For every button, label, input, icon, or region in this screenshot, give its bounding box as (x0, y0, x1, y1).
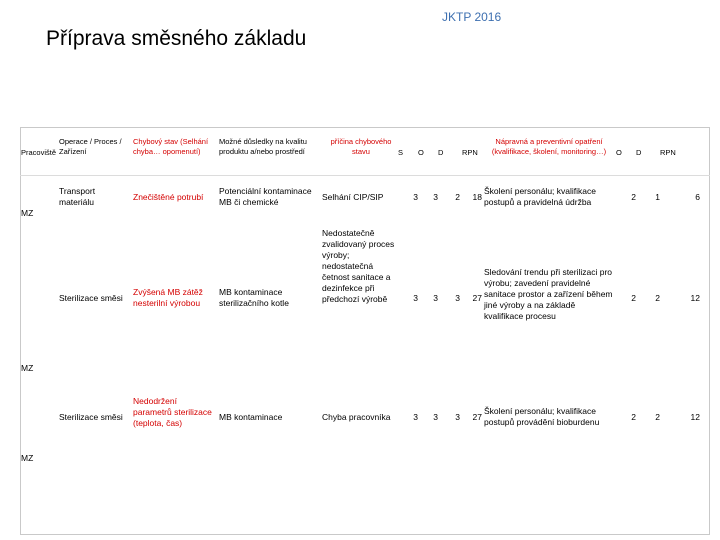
row3-chybovy-stav: Nedodržení parametrů sterilizace (teplota, čas) (133, 396, 212, 428)
header-d2: D (636, 148, 642, 157)
row1-d: 2 (455, 192, 460, 202)
row3-dusledky: MB kontaminace (219, 412, 283, 422)
row1-opatreni: Školení personálu; kvalifikace postupů a pravidelná údržba (484, 186, 596, 207)
header-chybovy-stav: Chybový stav (Selhání chyba… opomenutí) (133, 137, 209, 156)
header-pracoviste: Pracoviště (21, 148, 57, 157)
row3-opatreni: Školení personálu; kvalifikace postupů provádění bioburdenu (484, 406, 600, 427)
header-d: D (438, 148, 444, 157)
page-title: Příprava směsného základu (46, 27, 307, 50)
row3-rpn: 27 (472, 412, 482, 422)
row3-d: 3 (455, 412, 460, 422)
row2-opatreni: Sledování trendu při sterilizaci pro výrobu; zavedení pravidelné sanitace prostor a zařízení během jiné výroby a na základě kvalifikace procesu (484, 267, 613, 321)
row2-dusledky: MB kontaminace sterilizačního kotle (219, 287, 289, 308)
row1-rpn2: 6 (695, 192, 700, 202)
header-o: O (418, 148, 424, 157)
header-operace: Operace / Proces / Zařízení (59, 137, 122, 156)
row3-rpn2: 12 (690, 412, 700, 422)
workplace-label: MZ (21, 453, 34, 463)
header-rpn2: RPN (660, 148, 676, 157)
header-rpn: RPN (462, 148, 478, 157)
row2-chybovy-stav: Zvýšená MB zátěž nesterilní výrobou (133, 287, 203, 308)
row2-rpn: 27 (472, 293, 482, 303)
row3-o: 3 (433, 412, 438, 422)
header-divider (20, 175, 710, 176)
row2-operace: Sterilizace směsi (59, 293, 123, 303)
row2-s: 3 (413, 293, 418, 303)
row3-operace: Sterilizace směsi (59, 412, 123, 422)
row1-rpn: 18 (472, 192, 482, 202)
row1-pricina: Selhání CIP/SIP (322, 192, 384, 202)
row1-o2: 2 (631, 192, 636, 202)
row2-d2: 2 (655, 293, 660, 303)
row1-s: 3 (413, 192, 418, 202)
row1-chybovy-stav: Znečištěné potrubí (133, 192, 204, 202)
workplace-label: MZ (21, 363, 34, 373)
row1-o: 3 (433, 192, 438, 202)
header-note: JKTP 2016 (442, 10, 502, 24)
row2-d: 3 (455, 293, 460, 303)
workplace-label: MZ (21, 208, 34, 218)
header-dusledky: Možné důsledky na kvalitu produktu a/nebo prostředí (219, 137, 307, 156)
row2-pricina: Nedostatečně zvalidovaný proces výroby; nedostatečná četnost sanitace a dezinfekce při předchozí výrobě (322, 228, 395, 304)
header-pricina: příčina chybového stavu (330, 137, 392, 156)
row2-o2: 2 (631, 293, 636, 303)
header-o2: O (616, 148, 622, 157)
row3-d2: 2 (655, 412, 660, 422)
header-s: S (398, 148, 404, 157)
row1-dusledky: Potenciální kontaminace MB či chemické (219, 186, 312, 207)
row2-rpn2: 12 (690, 293, 700, 303)
row1-operace: Transport materiálu (59, 186, 96, 207)
header-napravna: Nápravná a preventivní opatření (kvalifikace, školení, monitoring…) (491, 137, 607, 156)
row2-o: 3 (433, 293, 438, 303)
row1-d2: 1 (655, 192, 660, 202)
row3-o2: 2 (631, 412, 636, 422)
row3-s: 3 (413, 412, 418, 422)
row3-pricina: Chyba pracovníka (322, 412, 391, 422)
